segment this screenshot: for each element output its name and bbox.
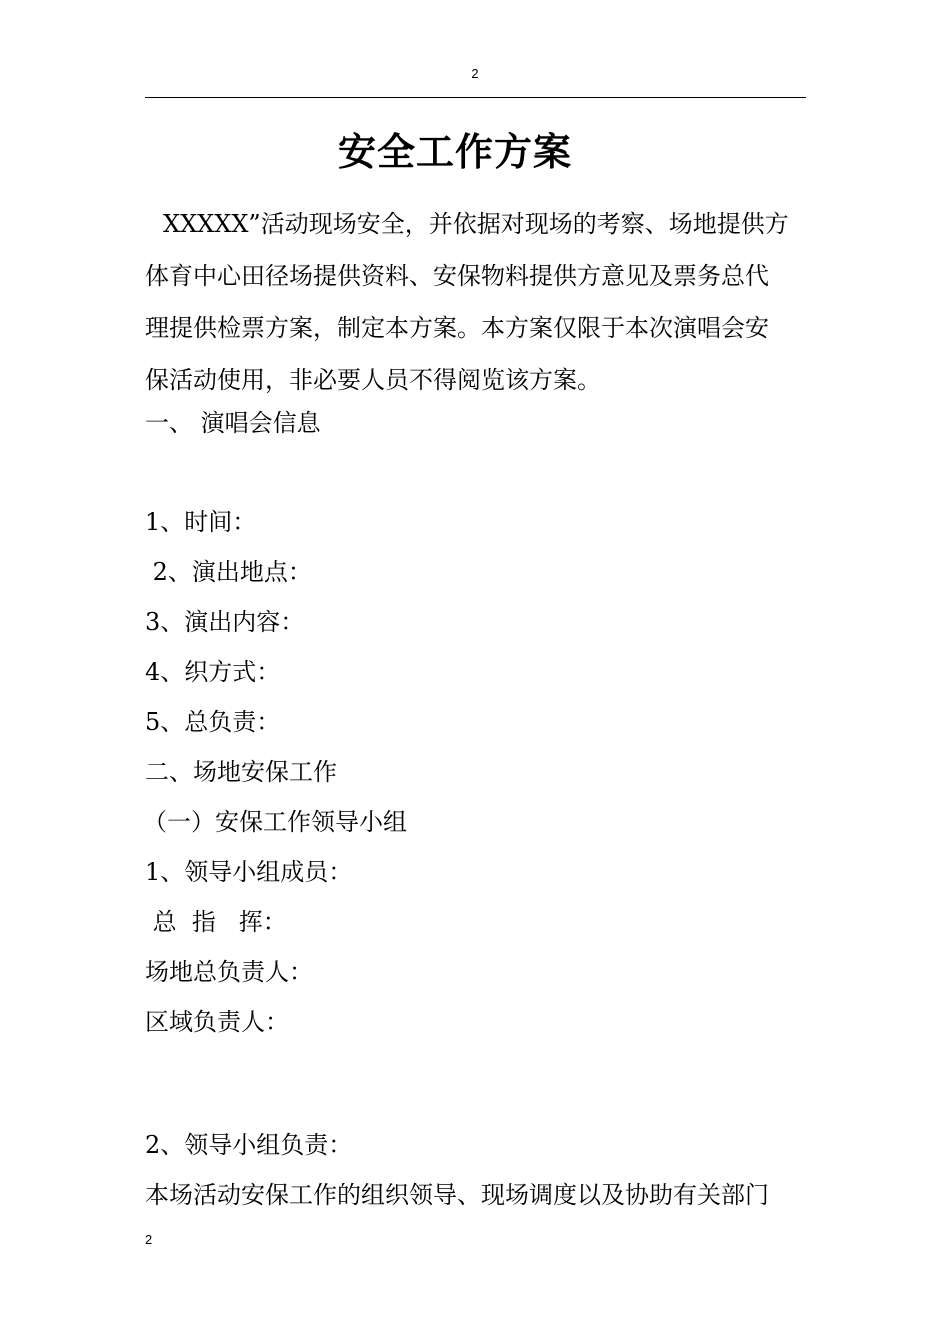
members-title: 1、领导小组成员： bbox=[145, 858, 353, 886]
section-heading-1: 一、 演唱会信息 bbox=[145, 409, 321, 437]
duty-text: 本场活动安保工作的组织领导、现场调度以及协助有关部门 bbox=[145, 1181, 769, 1209]
intro-line-4: 保活动使用，非必要人员不得阅览该方案。 bbox=[145, 366, 601, 394]
intro-line-1: XXXXX”活动现场安全，并依据对现场的考察、场地提供方 bbox=[163, 210, 789, 238]
header-rule bbox=[145, 97, 806, 98]
info-item-time: 1、时间： bbox=[145, 508, 257, 536]
info-item-leader: 5、总负责： bbox=[145, 708, 281, 736]
intro-paragraph bbox=[145, 198, 809, 406]
intro-line-2: 体育中心田径场提供资料、安保物料提供方意见及票务总代 bbox=[145, 262, 769, 290]
document-title: 安全工作方案 bbox=[337, 130, 572, 174]
member-commander: 总 指 挥： bbox=[145, 908, 287, 936]
info-item-venue: 2、演出地点： bbox=[145, 558, 312, 586]
info-item-content: 3、演出内容： bbox=[145, 608, 305, 636]
info-item-organization: 4、织方式： bbox=[145, 658, 281, 686]
duty-title: 2、领导小组负责： bbox=[145, 1131, 353, 1159]
member-area-leader: 区域负责人： bbox=[145, 1008, 289, 1036]
page-number-top: 2 bbox=[471, 66, 479, 81]
page-number-bottom: 2 bbox=[145, 1232, 153, 1247]
member-venue-leader: 场地总负责人： bbox=[145, 958, 313, 986]
section-heading-2: 二、场地安保工作 bbox=[145, 758, 337, 786]
intro-line-3: 理提供检票方案，制定本方案。本方案仅限于本次演唱会安 bbox=[145, 314, 769, 342]
sub-heading-leadership-group: （一）安保工作领导小组 bbox=[143, 808, 407, 836]
